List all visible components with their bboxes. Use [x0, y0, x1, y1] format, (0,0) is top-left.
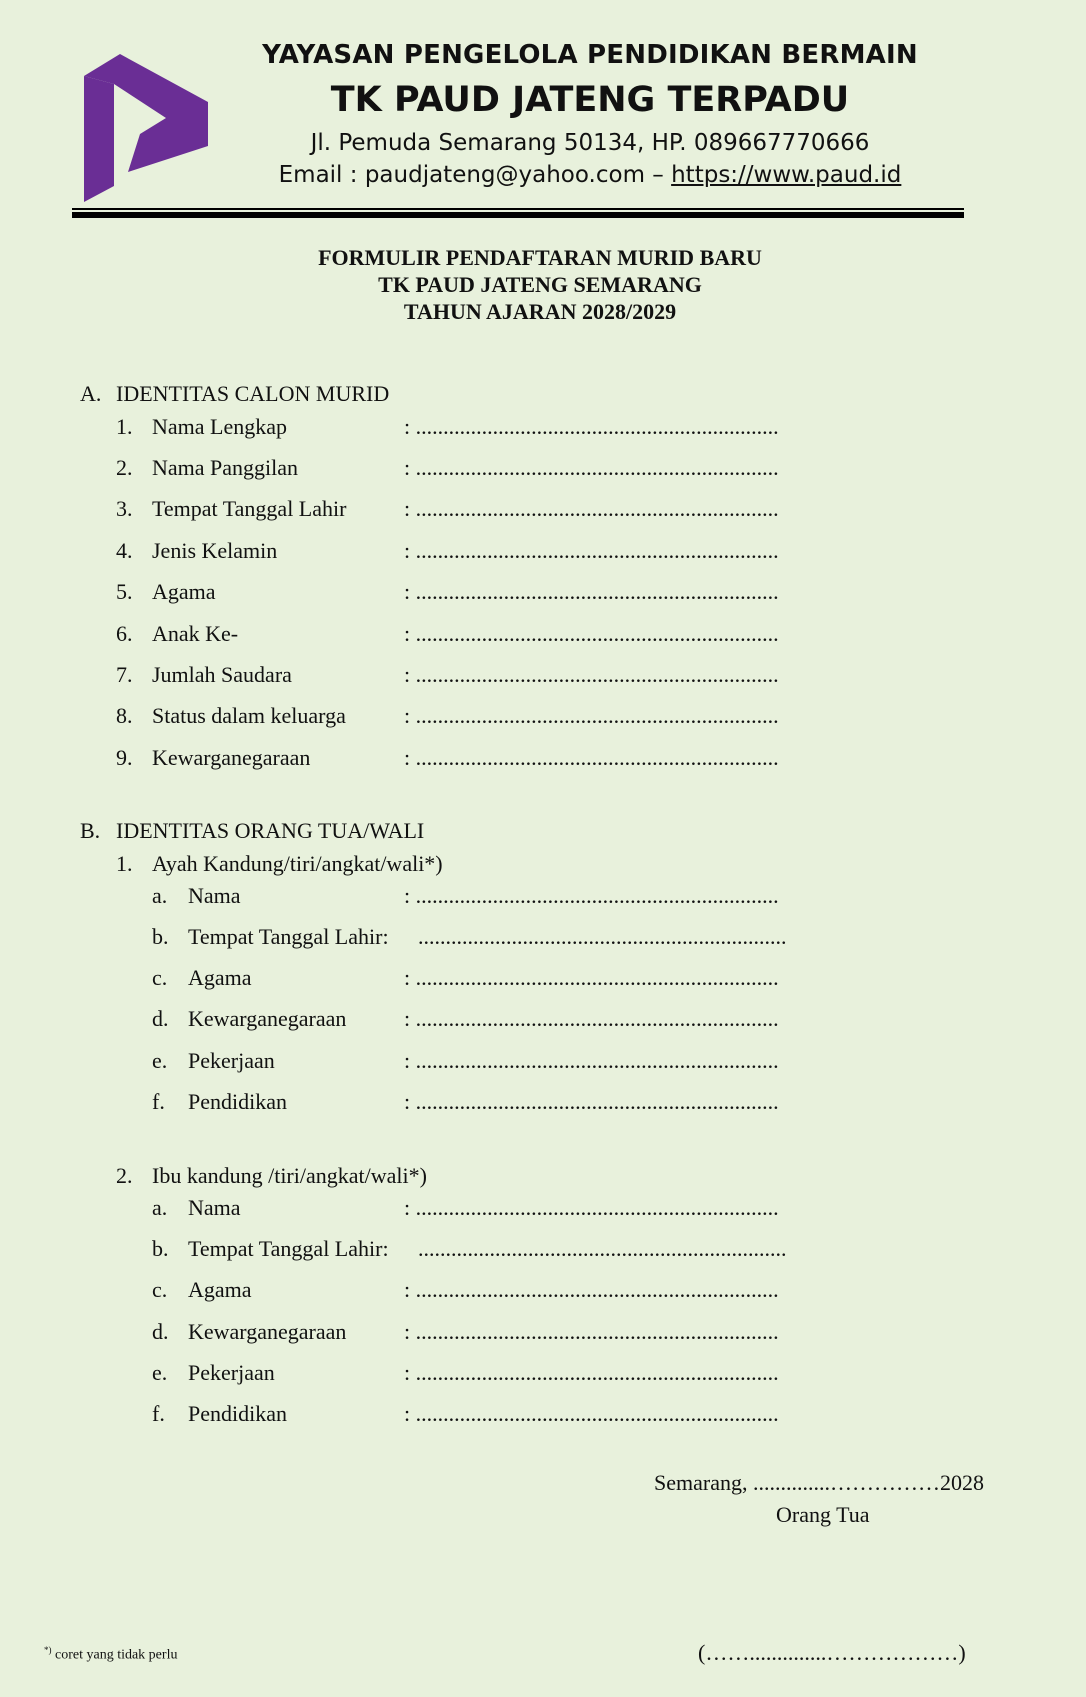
field-nama-lengkap: 1. Nama Lengkap — [116, 414, 287, 439]
mother-fill-tempat-tanggal-lahir[interactable]: ................................................................... — [418, 1236, 787, 1261]
mother-field-kewarganegaraan: d. Kewarganegaraan — [152, 1319, 347, 1344]
fill-line-nama-panggilan[interactable]: : .................................................................. — [404, 455, 779, 480]
father-fill-agama[interactable]: : .................................................................. — [404, 965, 779, 990]
field-jumlah-saudara: 7. Jumlah Saudara — [116, 662, 292, 687]
father-fill-kewarganegaraan[interactable]: : .................................................................. — [404, 1006, 779, 1031]
footnote — [44, 1645, 177, 1664]
field-agama: 5. Agama — [116, 579, 216, 604]
mother-fill-pekerjaan[interactable]: : .................................................................. — [404, 1360, 779, 1385]
father-subheading: 1. Ayah Kandung/tiri/angkat/wali*) — [116, 851, 443, 876]
mother-fill-nama[interactable]: : .................................................................. — [404, 1195, 779, 1220]
section-a-heading: A. IDENTITAS CALON MURID — [80, 381, 390, 406]
field-jenis-kelamin: 4. Jenis Kelamin — [116, 538, 278, 563]
field-nama-panggilan: 2. Nama Panggilan — [116, 455, 299, 480]
fill-line-nama-lengkap[interactable]: : .................................................................. — [404, 414, 779, 439]
father-field-pendidikan: f. Pendidikan — [152, 1089, 287, 1114]
form-title: FORMULIR PENDAFTARAN MURID BARU — [318, 245, 762, 270]
field-tempat-tanggal-lahir: 3. Tempat Tanggal Lahir — [116, 496, 347, 521]
mother-field-tempat-tanggal-lahir: b. Tempat Tanggal Lahir: — [152, 1236, 389, 1261]
signature-role: Orang Tua — [776, 1502, 870, 1527]
signature-name-line[interactable]: (……..............………………) — [698, 1640, 966, 1665]
school-email: Email : paudjateng@yahoo.com – — [278, 162, 672, 188]
form-subtitle-year: TAHUN AJARAN 2028/2029 — [403, 299, 677, 324]
father-field-tempat-tanggal-lahir: b. Tempat Tanggal Lahir: — [152, 924, 389, 949]
school-address: Jl. Pemuda Semarang 50134, HP. 089667770666 — [310, 130, 870, 156]
fill-line-jenis-kelamin[interactable]: : .................................................................. — [404, 538, 779, 563]
fill-line-agama[interactable]: : .................................................................. — [404, 579, 779, 604]
school-website-link[interactable]: https://www.paud.id — [671, 162, 902, 188]
field-anak-ke: 6. Anak Ke- — [116, 621, 239, 646]
mother-fill-agama[interactable]: : .................................................................. — [404, 1277, 779, 1302]
footnote-text: coret yang tidak perlu — [51, 1647, 178, 1663]
mother-fill-pendidikan[interactable]: : .................................................................. — [404, 1401, 779, 1426]
father-fill-pendidikan[interactable]: : .................................................................. — [404, 1089, 779, 1114]
field-kewarganegaraan: 9. Kewarganegaraan — [116, 745, 311, 770]
letterhead-divider-thin — [72, 208, 964, 210]
foundation-name: YAYASAN PENGELOLA PENDIDIKAN BERMAIN — [262, 40, 918, 70]
father-fill-tempat-tanggal-lahir[interactable]: ................................................................... — [418, 924, 787, 949]
mother-field-agama: c. Agama — [152, 1277, 252, 1302]
father-field-kewarganegaraan: d. Kewarganegaraan — [152, 1006, 347, 1031]
mother-field-pekerjaan: e. Pekerjaan — [152, 1360, 275, 1385]
fill-line-anak-ke[interactable]: : .................................................................. — [404, 621, 779, 646]
father-field-nama: a. Nama — [152, 883, 241, 908]
field-status-dalam-keluarga: 8. Status dalam keluarga — [116, 703, 346, 728]
fill-line-status-dalam-keluarga[interactable]: : .................................................................. — [404, 703, 779, 728]
form-subtitle-school: TK PAUD JATENG SEMARANG — [378, 272, 702, 297]
school-logo-icon — [84, 54, 210, 204]
father-fill-pekerjaan[interactable]: : .................................................................. — [404, 1048, 779, 1073]
section-b-heading: B. IDENTITAS ORANG TUA/WALI — [80, 818, 425, 843]
school-name: TK PAUD JATENG TERPADU — [330, 80, 850, 120]
fill-line-tempat-tanggal-lahir[interactable]: : .................................................................. — [404, 496, 779, 521]
mother-fill-kewarganegaraan[interactable]: : .................................................................. — [404, 1319, 779, 1344]
mother-field-pendidikan: f. Pendidikan — [152, 1401, 287, 1426]
footnote-mark: *) — [44, 1645, 52, 1655]
father-fill-nama[interactable]: : .................................................................. — [404, 883, 779, 908]
fill-line-kewarganegaraan[interactable]: : .................................................................. — [404, 745, 779, 770]
mother-subheading: 2. Ibu kandung /tiri/angkat/wali*) — [116, 1163, 427, 1188]
mother-field-nama: a. Nama — [152, 1195, 241, 1220]
fill-line-jumlah-saudara[interactable]: : .................................................................. — [404, 662, 779, 687]
father-field-agama: c. Agama — [152, 965, 252, 990]
letterhead-divider-thick — [72, 212, 964, 218]
school-contact — [250, 162, 930, 188]
signature-date-line[interactable]: Semarang, ..............……………2028 — [654, 1470, 984, 1495]
father-field-pekerjaan: e. Pekerjaan — [152, 1048, 275, 1073]
